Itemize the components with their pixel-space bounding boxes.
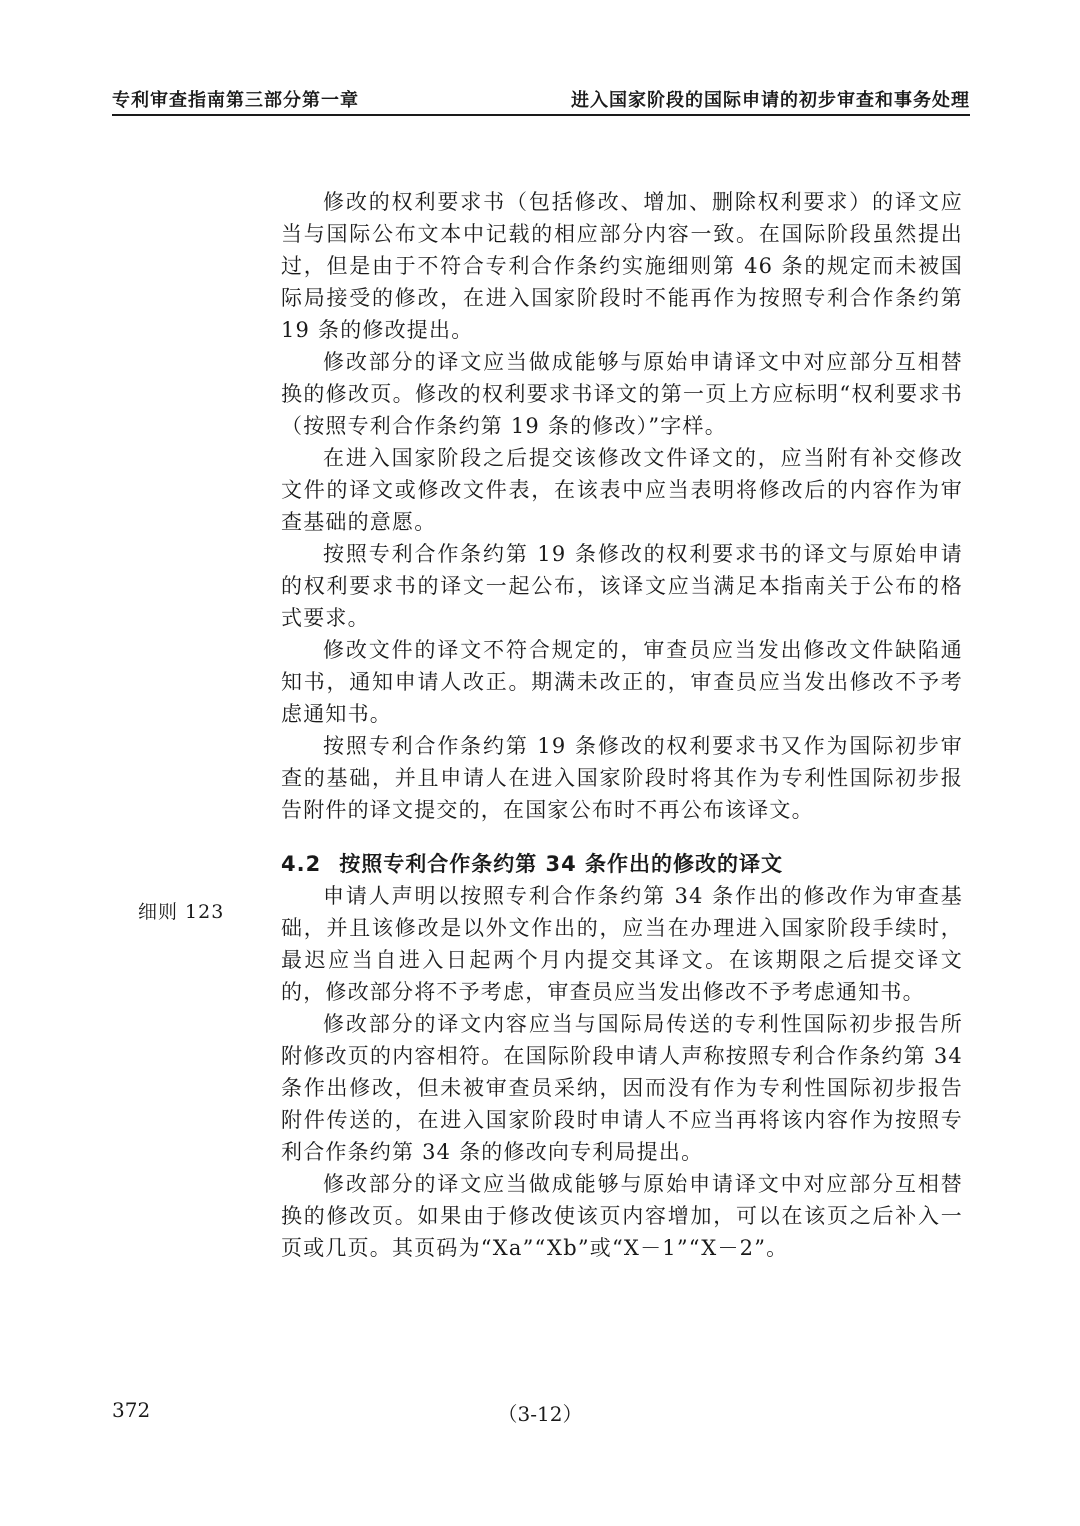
page-number: 372 [112,1398,151,1422]
paragraph: 在进入国家阶段之后提交该修改文件译文的，应当附有补交修改文件的译文或修改文件表，在该表中应当表明将修改后的内容作为审查基础的意愿。 [281,446,963,534]
paragraph: 修改部分的译文应当做成能够与原始申请译文中对应部分互相替换的修改页。修改的权利要求书译文的第一页上方应标明“权利要求书（按照专利合作条约第 19 条的修改）”字样。 [281,350,963,438]
header-section-title: 进入国家阶段的国际申请的初步审查和事务处理 [571,90,970,111]
paragraph: 修改部分的译文应当做成能够与原始申请译文中对应部分互相替换的修改页。如果由于修改使该页内容增加，可以在该页之后补入一页或几页。其页码为“Xa”“Xb”或“X－1”“X－2”。 [281,1172,963,1260]
paragraph: 修改文件的译文不符合规定的，审查员应当发出修改文件缺陷通知书，通知申请人改正。期满未改正的，审查员应当发出修改不予考虑通知书。 [281,638,963,726]
paragraph: 按照专利合作条约第 19 条修改的权利要求书又作为国际初步审查的基础，并且申请人在进入国家阶段时将其作为专利性国际初步报告附件的译文提交的，在国家公布时不再公布该译文。 [281,734,963,822]
paragraph: 按照专利合作条约第 19 条修改的权利要求书的译文与原始申请的权利要求书的译文一起公布，该译文应当满足本指南关于公布的格式要求。 [281,542,963,630]
section-page-label: （3-12） [497,1402,583,1426]
paragraph: 修改的权利要求书（包括修改、增加、删除权利要求）的译文应当与国际公布文本中记载的相应部分内容一致。在国际阶段虽然提出过，但是由于不符合专利合作条约实施细则第 46 条的规定而未被国际局接受的修改，在进入国家阶段时不能再作为按照专利合作条约第 19 条的修改提出。 [281,190,963,342]
paragraph: 修改部分的译文内容应当与国际局传送的专利性国际初步报告所附修改页的内容相符。在国际阶段申请人声称按照专利合作条约第 34 条作出修改，但未被审查员采纳，因而没有作为专利性国际初步报告附件传送的，在进入国家阶段时申请人不应当再将该内容作为按照专利合作条约第 34 条的修改向专利局提出。 [281,1012,963,1164]
section-title: 按照专利合作条约第 34 条作出的修改的译文 [339,852,784,876]
section-heading [281,848,963,880]
running-header [112,86,970,116]
body-text [281,186,963,1264]
paragraph: 申请人声明以按照专利合作条约第 34 条作出的修改作为审查基础，并且该修改是以外文作出的，应当在办理进入国家阶段手续时，最迟应当自进入日起两个月内提交其译文。在该期限之后提交译文的，修改部分将不予考虑，审查员应当发出修改不予考虑通知书。 [281,884,963,1004]
margin-note-rule-reference: 细则 123 [138,901,225,923]
section-number: 4.2 [281,852,322,876]
header-chapter-title: 专利审查指南第三部分第一章 [112,90,359,111]
